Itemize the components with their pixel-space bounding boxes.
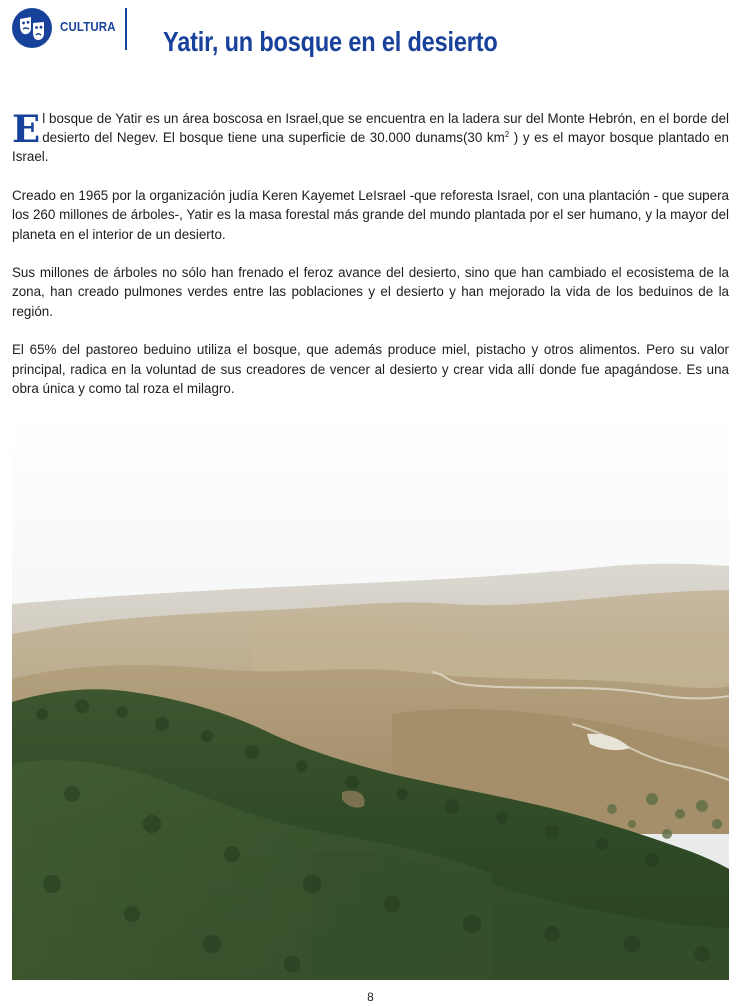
header-divider — [125, 8, 127, 50]
paragraph-1-text-a: l bosque de Yatir es un área boscosa en Israel,que se encuentra en la ladera sur del Monte Hebrón, en el borde del desierto del Negev. El bosque tiene una superficie de 30.000 dunams(30 km — [42, 111, 729, 146]
drop-cap: E — [12, 107, 41, 151]
theater-masks-icon — [12, 8, 52, 48]
paragraph-4: El 65% del pastoreo beduino utiliza el bosque, que además produce miel, pistacho y otros alimentos. Pero su valor principal, radica en la voluntad de sus creadores de vencer al desierto y crear vida allí donde fue apagándose. Es una obra única y como tal roza el milagro. — [12, 342, 729, 396]
page-number: 8 — [367, 990, 374, 1004]
superscript: 2 — [504, 130, 510, 140]
page-header — [0, 0, 741, 70]
paragraph-3: Sus millones de árboles no sólo han frenado el feroz avance del desierto, sino que han cambiado el ecosistema de la zona, han creado pulmones verdes entre las poblaciones y el desierto y han mejorado la vida de los beduinos de la región. — [12, 265, 729, 319]
forest-landscape-photo — [12, 414, 729, 980]
paragraph-1-text-b: ) y es el mayor bosque plantado en Israel. — [12, 130, 729, 165]
paragraph-1 — [12, 109, 729, 167]
paragraph-2: Creado en 1965 por la organización judía Keren Kayemet LeIsrael -que reforesta Israel, con una plantación - que supera los 260 millones de árboles-, Yatir es la masa forestal más grande del mundo plantada por el ser humano, y la mayor del planeta en el interior de un desierto. — [12, 188, 729, 242]
article-body — [12, 109, 729, 417]
page-title: Yatir, un bosque en el desierto — [163, 26, 498, 57]
section-label: CULTURA — [60, 19, 116, 34]
